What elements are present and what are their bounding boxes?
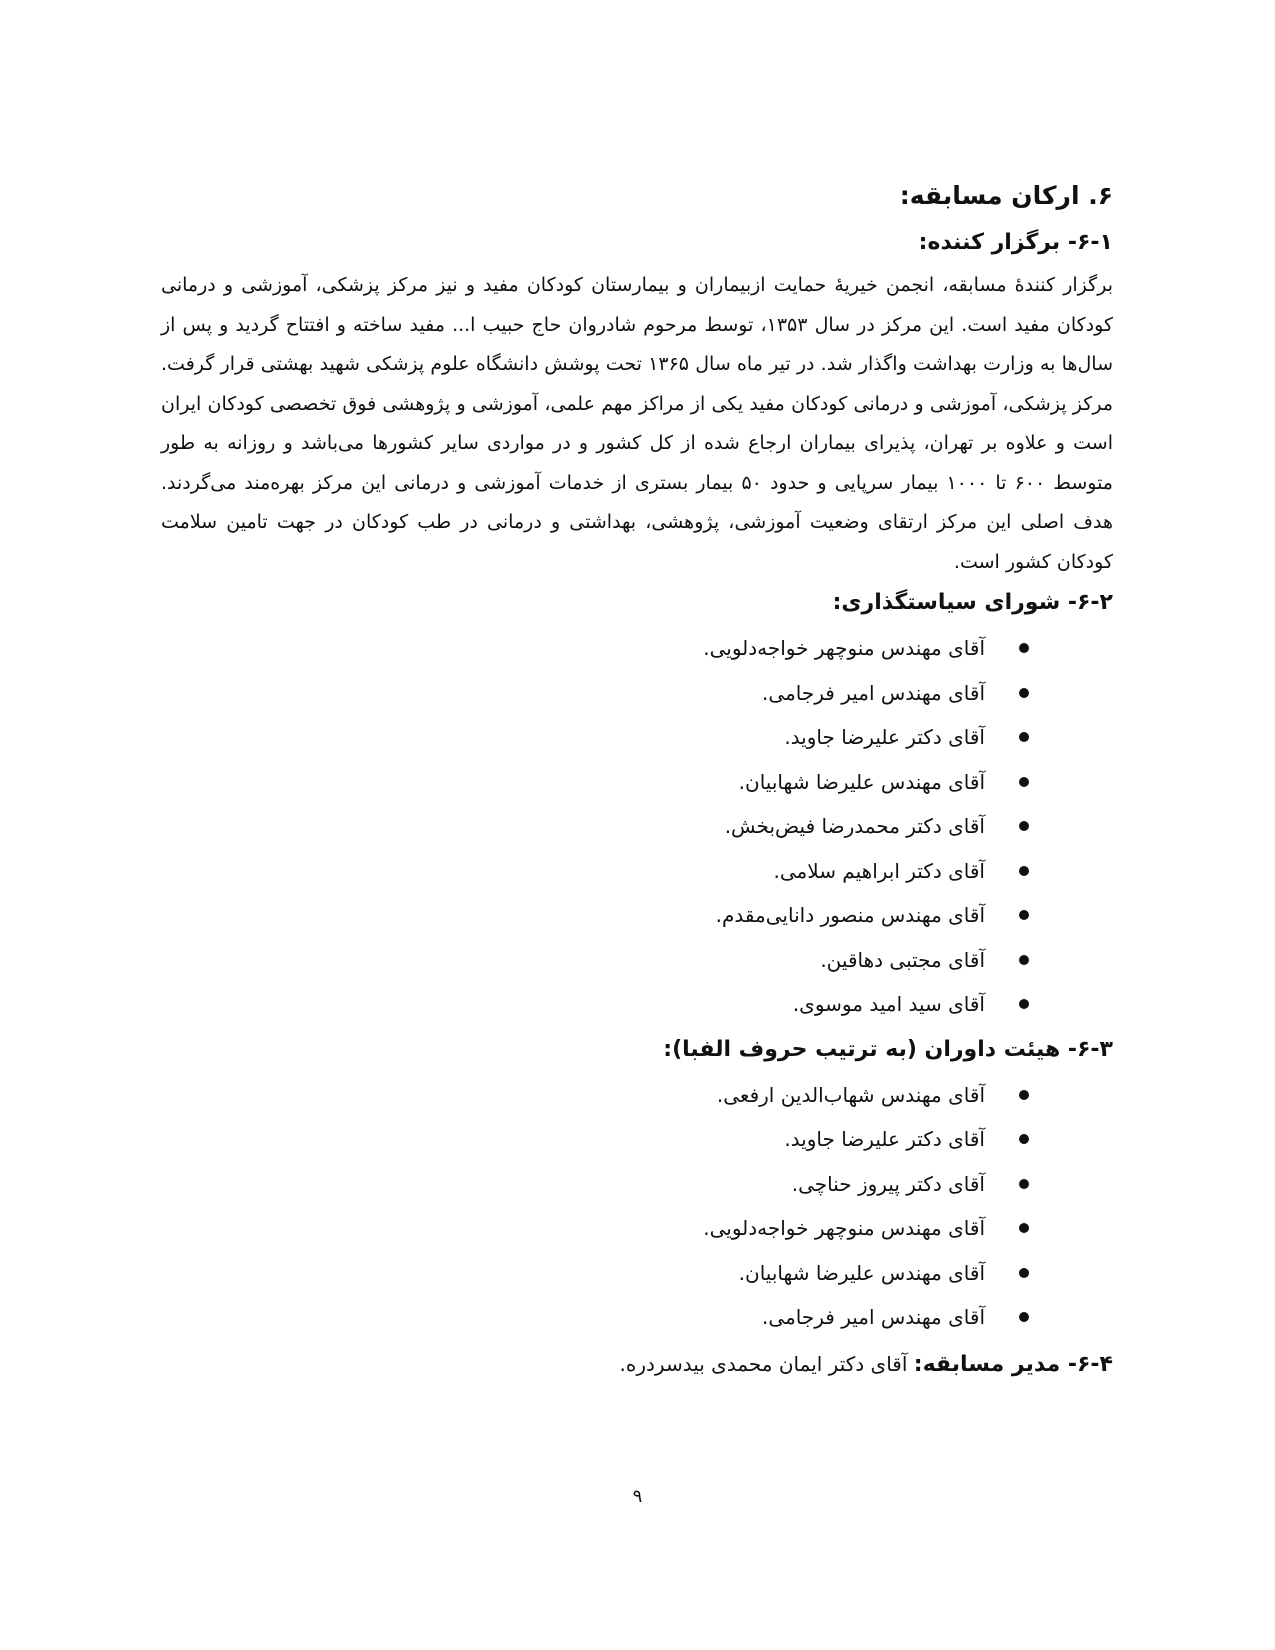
bullet-icon xyxy=(1019,1179,1029,1189)
member-name: آقای مهندس علیرضا شهابیان. xyxy=(738,1260,985,1285)
bullet-icon xyxy=(1019,821,1029,831)
member-name: آقای مهندس منوچهر خواجه‌دلویی. xyxy=(703,1216,985,1240)
list-item xyxy=(161,849,1029,894)
bullet-icon xyxy=(1019,732,1029,742)
member-name: آقای مهندس منصور دانایی‌مقدم. xyxy=(715,903,985,927)
list-item xyxy=(161,626,1029,671)
list-item xyxy=(161,982,1029,1027)
bullet-icon xyxy=(1019,777,1029,787)
list-item xyxy=(161,1295,1029,1340)
manager-name: آقای دکتر ایمان محمدی بیدسردره. xyxy=(619,1351,908,1376)
bullet-icon xyxy=(1019,1134,1029,1144)
bullet-icon xyxy=(1019,955,1029,965)
member-name: آقای مهندس منوچهر خواجه‌دلویی. xyxy=(703,636,985,660)
list-item xyxy=(161,760,1029,805)
member-name: آقای مهندس علیرضا شهابیان. xyxy=(738,769,985,794)
manager-line xyxy=(161,1344,1113,1385)
policy-council-heading: ۶-۲- شورای سیاستگذاری: xyxy=(832,590,1113,615)
member-name: آقای دکتر علیرضا جاوید. xyxy=(784,725,985,749)
bullet-icon xyxy=(1019,1312,1029,1322)
member-name: آقای دکتر علیرضا جاوید. xyxy=(784,1127,985,1151)
list-item xyxy=(161,804,1029,849)
member-name: آقای دکتر ابراهیم سلامی. xyxy=(773,858,985,883)
list-item xyxy=(161,1162,1029,1207)
member-name: آقای دکتر محمدرضا فیض‌بخش. xyxy=(724,814,985,838)
member-name: آقای مجتبی دهاقین. xyxy=(820,947,985,972)
organizer-paragraph: برگزار کنندۀ مسابقه، انجمن خیریۀ حمایت ازبیماران و بیمارستان کودکان مفید و نیز مرکز پزشکی، آموزشی و درمانی کودکان مفید است. این مرکز در سال ۱۳۵۳، توسط مرحوم شادروان حاج حبیب ا... مفید ساخته و افتتاح گردید و پس از سال‌ها به وزارت بهداشت واگذار شد. در تیر ماه سال ۱۳۶۵ تحت پوشش دانشگاه علوم پزشکی شهید بهشتی قرار گرفت. مرکز پزشکی، آموزشی و درمانی کودکان مفید یکی از مراکز مهم علمی، آموزشی و پژوهشی فوق تخصصی کودکان ایران است و علاوه بر تهران، پذیرای بیماران ارجاع شده از کل کشور و در مواردی سایر کشورها می‌باشد و روزانه به طور متوسط ۶۰۰ تا ۱۰۰۰ بیمار سرپایی و حدود ۵۰ بیمار بستری از خدمات آموزشی و درمانی این مرکز بهره‌مند می‌گردند. هدف اصلی این مرکز ارتقای وضعیت آموزشی، پژوهشی، بهداشتی و درمانی در طب کودکان در جهت تامین سلامت کودکان کشور است. xyxy=(161,274,1114,573)
list-item xyxy=(161,1206,1029,1251)
member-name: آقای مهندس امیر فرجامی. xyxy=(762,680,985,705)
bullet-icon xyxy=(1019,688,1029,698)
list-item xyxy=(161,938,1029,983)
list-item xyxy=(161,671,1029,716)
bullet-icon xyxy=(1019,1090,1029,1100)
bullet-icon xyxy=(1019,1268,1029,1278)
list-item xyxy=(161,893,1029,938)
jury-heading: ۶-۳- هیئت داوران (به ترتیب حروف الفبا): xyxy=(663,1036,1113,1062)
page-content xyxy=(161,176,1113,1385)
page-number: ۹ xyxy=(632,1486,643,1507)
bullet-icon xyxy=(1019,643,1029,653)
member-name: آقای سید امید موسوی. xyxy=(792,992,985,1016)
policy-council-list xyxy=(161,626,1113,1027)
bullet-icon xyxy=(1019,1223,1029,1233)
list-item xyxy=(161,1251,1029,1296)
bullet-icon xyxy=(1019,999,1029,1009)
section-title: ۶. ارکان مسابقه: xyxy=(899,181,1113,210)
organizer-heading: ۶-۱- برگزار کننده: xyxy=(918,230,1113,255)
list-item xyxy=(161,715,1029,760)
jury-list xyxy=(161,1073,1113,1340)
member-name: آقای مهندس امیر فرجامی. xyxy=(762,1305,985,1329)
bullet-icon xyxy=(1019,866,1029,876)
manager-label: ۶-۴- مدیر مسابقه: xyxy=(913,1351,1113,1377)
member-name: آقای مهندس شهاب‌الدین ارفعی. xyxy=(716,1082,985,1107)
list-item xyxy=(161,1117,1029,1162)
member-name: آقای دکتر پیروز حناچی. xyxy=(791,1171,985,1196)
bullet-icon xyxy=(1019,910,1029,920)
list-item xyxy=(161,1073,1029,1118)
